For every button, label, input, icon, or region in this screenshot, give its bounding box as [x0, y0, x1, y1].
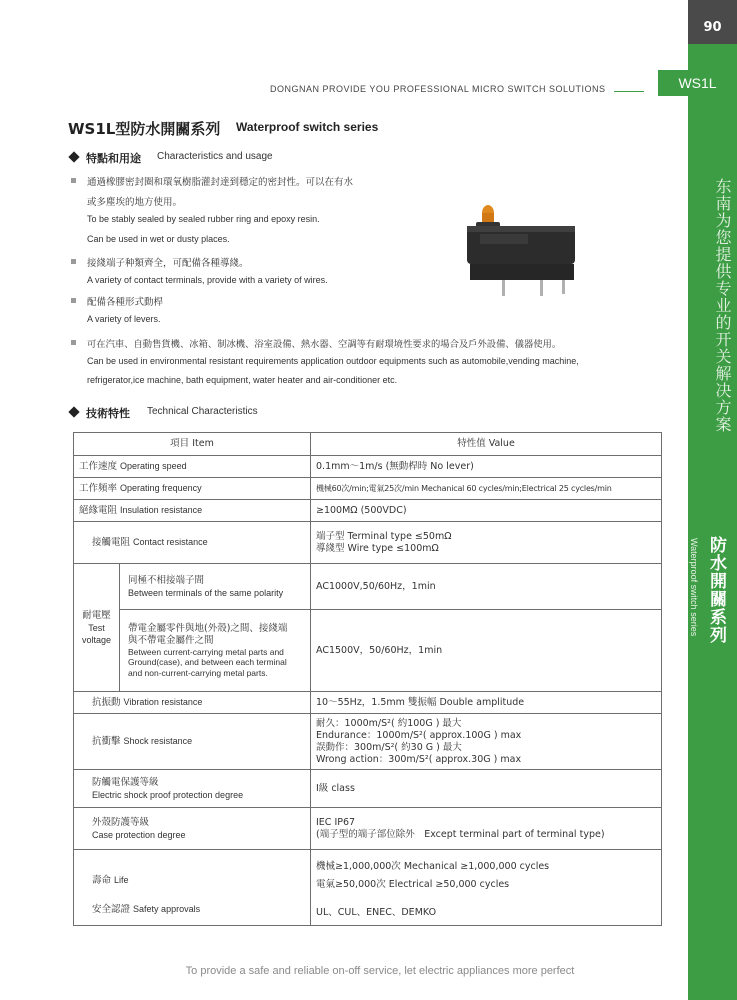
value-line: 機械≥1,000,000次 Mechanical ≥1,000,000 cycles [316, 860, 550, 872]
char-item-4-en-1: Can be used in environmental resistant requirements application outdoor equipments such as automobile,vending machine, [87, 356, 579, 366]
value-line: 端子型 Terminal type ≤50mΩ [316, 530, 452, 542]
table-row [74, 564, 662, 610]
table-row [74, 478, 662, 500]
label-cn: 絕緣電阻 [79, 505, 118, 516]
diamond-icon [68, 406, 79, 417]
table-row [74, 850, 662, 926]
label-cn: 抗衝擊 [92, 736, 121, 747]
char-item-1-cn-line1: 通過橡膠密封圈和環氧樹脂灌封達到穩定的密封性。可以在有水 [87, 177, 354, 188]
label-cn: 安全認證 [92, 903, 131, 915]
label-en: Life [114, 874, 129, 885]
char-item-1-en-2: Can be used in wet or dusty places. [87, 234, 230, 244]
label-cn: 工作速度 [79, 461, 118, 472]
value-line: 電氣≥50,000次 Electrical ≥50,000 cycles [316, 878, 510, 890]
row-value: 0.1mm～1m/s (無動桿時 No lever) [311, 456, 662, 478]
char-item-3-cn: 配備各種形式動桿 [87, 297, 164, 308]
sidebar-series-en: Waterproof switch series [689, 538, 699, 637]
label-cn: 抗振動 [92, 697, 121, 708]
char-item-1-cn-line2: 或多塵埃的地方使用。 [87, 197, 183, 208]
label-en: Insulation resistance [120, 505, 203, 515]
row-value [311, 808, 662, 850]
series-tag: WS1L [658, 70, 737, 96]
value-line: Wrong action：300m/S²( approx.30G ) max [316, 753, 522, 765]
row-label [74, 770, 311, 808]
row-value: AC1500V，50/60Hz，1min [311, 610, 662, 692]
header-tagline: DONGNAN PROVIDE YOU PROFESSIONAL MICRO SWITCH SOLUTIONS [270, 84, 606, 94]
row-value: 10～55Hz，1.5mm 雙振幅 Double amplitude [311, 692, 662, 714]
value-line: 導綫型 Wire type ≤100mΩ [316, 542, 439, 554]
row-label [74, 808, 311, 850]
table-row [74, 456, 662, 478]
label-en: Operating speed [120, 461, 187, 471]
row-value [311, 522, 662, 564]
page-number: 90 [688, 0, 737, 44]
sidebar-series-cn: 防水開關系列 [706, 536, 726, 644]
value-line: 誤動作：300m/S²( 約30 G ) 最大 [316, 741, 462, 753]
row-label [74, 850, 311, 926]
char-item-2-en: A variety of contact terminals, provide with a variety of wires. [87, 275, 328, 285]
label-cn: 接觸電阻 [92, 537, 131, 548]
header-rule [614, 91, 644, 92]
char-item-1-en-1: To be stably sealed by sealed rubber ring and epoxy resin. [87, 214, 320, 224]
label-en: Shock resistance [123, 736, 193, 746]
row-label [74, 456, 311, 478]
value-line: Endurance：1000m/S²( approx.100G ) max [316, 729, 522, 741]
value-line: UL、CUL、ENEC、DEMKO [316, 906, 437, 918]
label-cn: 外殼防護等級 [92, 816, 150, 828]
label-cn: 帶電金屬零件與地(外殼)之間、接綫端 [128, 622, 288, 634]
characteristics-heading: 特點和用途 [86, 152, 141, 165]
row-label [74, 478, 311, 500]
row-label [74, 692, 311, 714]
row-value: 機械60次/min;電氣25次/min Mechanical 60 cycles/min;Electrical 25 cycles/min [311, 478, 662, 500]
switch-product-image [462, 198, 592, 298]
label-cn: 壽命 [92, 874, 112, 886]
label-cn: 防觸電保護等級 [92, 776, 159, 788]
char-item-4-cn: 可在汽車、自動售貨機、冰箱、制冰機、浴室設備、熱水器、空調等有耐環境性要求的場合及戶外設備、儀器使用。 [87, 339, 562, 350]
row-value: Ⅰ級 class [311, 770, 662, 808]
value-line: (端子型的端子部位除外 Except terminal part of terminal type) [316, 828, 605, 840]
row-value: ≥100MΩ (500VDC) [311, 500, 662, 522]
label-en: Between terminals of the same polarity [128, 587, 284, 598]
page-title: WS1L型防水開關系列 [68, 120, 221, 138]
label-en: Case protection degree [92, 829, 186, 840]
row-label [74, 500, 311, 522]
value-line: 耐久：1000m/S²( 約100G ) 最大 [316, 717, 462, 729]
label-en: Ground(case), and between each terminal [128, 657, 287, 668]
label-en: Operating frequency [120, 483, 202, 493]
table-header-row [74, 433, 662, 456]
table-row [74, 714, 662, 770]
label-cn: 耐電壓 [82, 609, 111, 621]
table-row [74, 500, 662, 522]
diamond-icon [68, 151, 79, 162]
value-line: IEC IP67 [316, 816, 356, 828]
label-en: Electric shock proof protection degree [92, 789, 244, 800]
bullet-icon [71, 340, 76, 345]
label-cn: 工作頻率 [79, 483, 118, 494]
test-voltage-label [74, 564, 120, 692]
table-row [74, 522, 662, 564]
row-label [120, 564, 311, 610]
spec-table [73, 432, 662, 926]
footer-slogan: To provide a safe and reliable on-off service, let electric appliances more perfect [185, 965, 575, 977]
label-cn: 與不帶電金屬件之間 [128, 634, 214, 646]
row-label [74, 522, 311, 564]
char-item-2-cn: 接綫端子种類齊全，可配備各種導綫。 [87, 258, 249, 269]
row-value: AC1000V,50/60Hz，1min [311, 564, 662, 610]
technical-heading: 技術特性 [86, 407, 130, 420]
label-en: Between current-carrying metal parts and [128, 646, 284, 657]
characteristics-heading-en: Characteristics and usage [157, 151, 273, 162]
label-en: Safety approvals [133, 903, 201, 914]
bullet-icon [71, 259, 76, 264]
bullet-icon [71, 298, 76, 303]
page-title-en: Waterproof switch series [236, 120, 379, 134]
label-en: Contact resistance [133, 537, 208, 547]
header-item: 項目 Item [74, 433, 311, 456]
table-row [74, 610, 662, 692]
char-item-4-en-2: refrigerator,ice machine, bath equipment, water heater and air-conditioner etc. [87, 375, 398, 385]
sidebar-slogan: 东南为您提供专业的开关解决方案 [713, 178, 732, 433]
table-row [74, 770, 662, 808]
label-en: and non-current-carrying metal parts. [128, 667, 268, 678]
label-en: Test voltage [81, 622, 112, 645]
char-item-3-en: A variety of levers. [87, 314, 161, 324]
label-cn: 同極不相接端子間 [128, 574, 205, 586]
green-sidebar [688, 0, 737, 1000]
row-value [311, 850, 662, 926]
bullet-icon [71, 178, 76, 183]
row-value [311, 714, 662, 770]
table-row [74, 808, 662, 850]
technical-heading-en: Technical Characteristics [147, 406, 258, 417]
header-value: 特性值 Value [311, 433, 662, 456]
table-row [74, 692, 662, 714]
label-en: Vibration resistance [123, 697, 203, 707]
row-label [120, 610, 311, 692]
row-label [74, 714, 311, 770]
